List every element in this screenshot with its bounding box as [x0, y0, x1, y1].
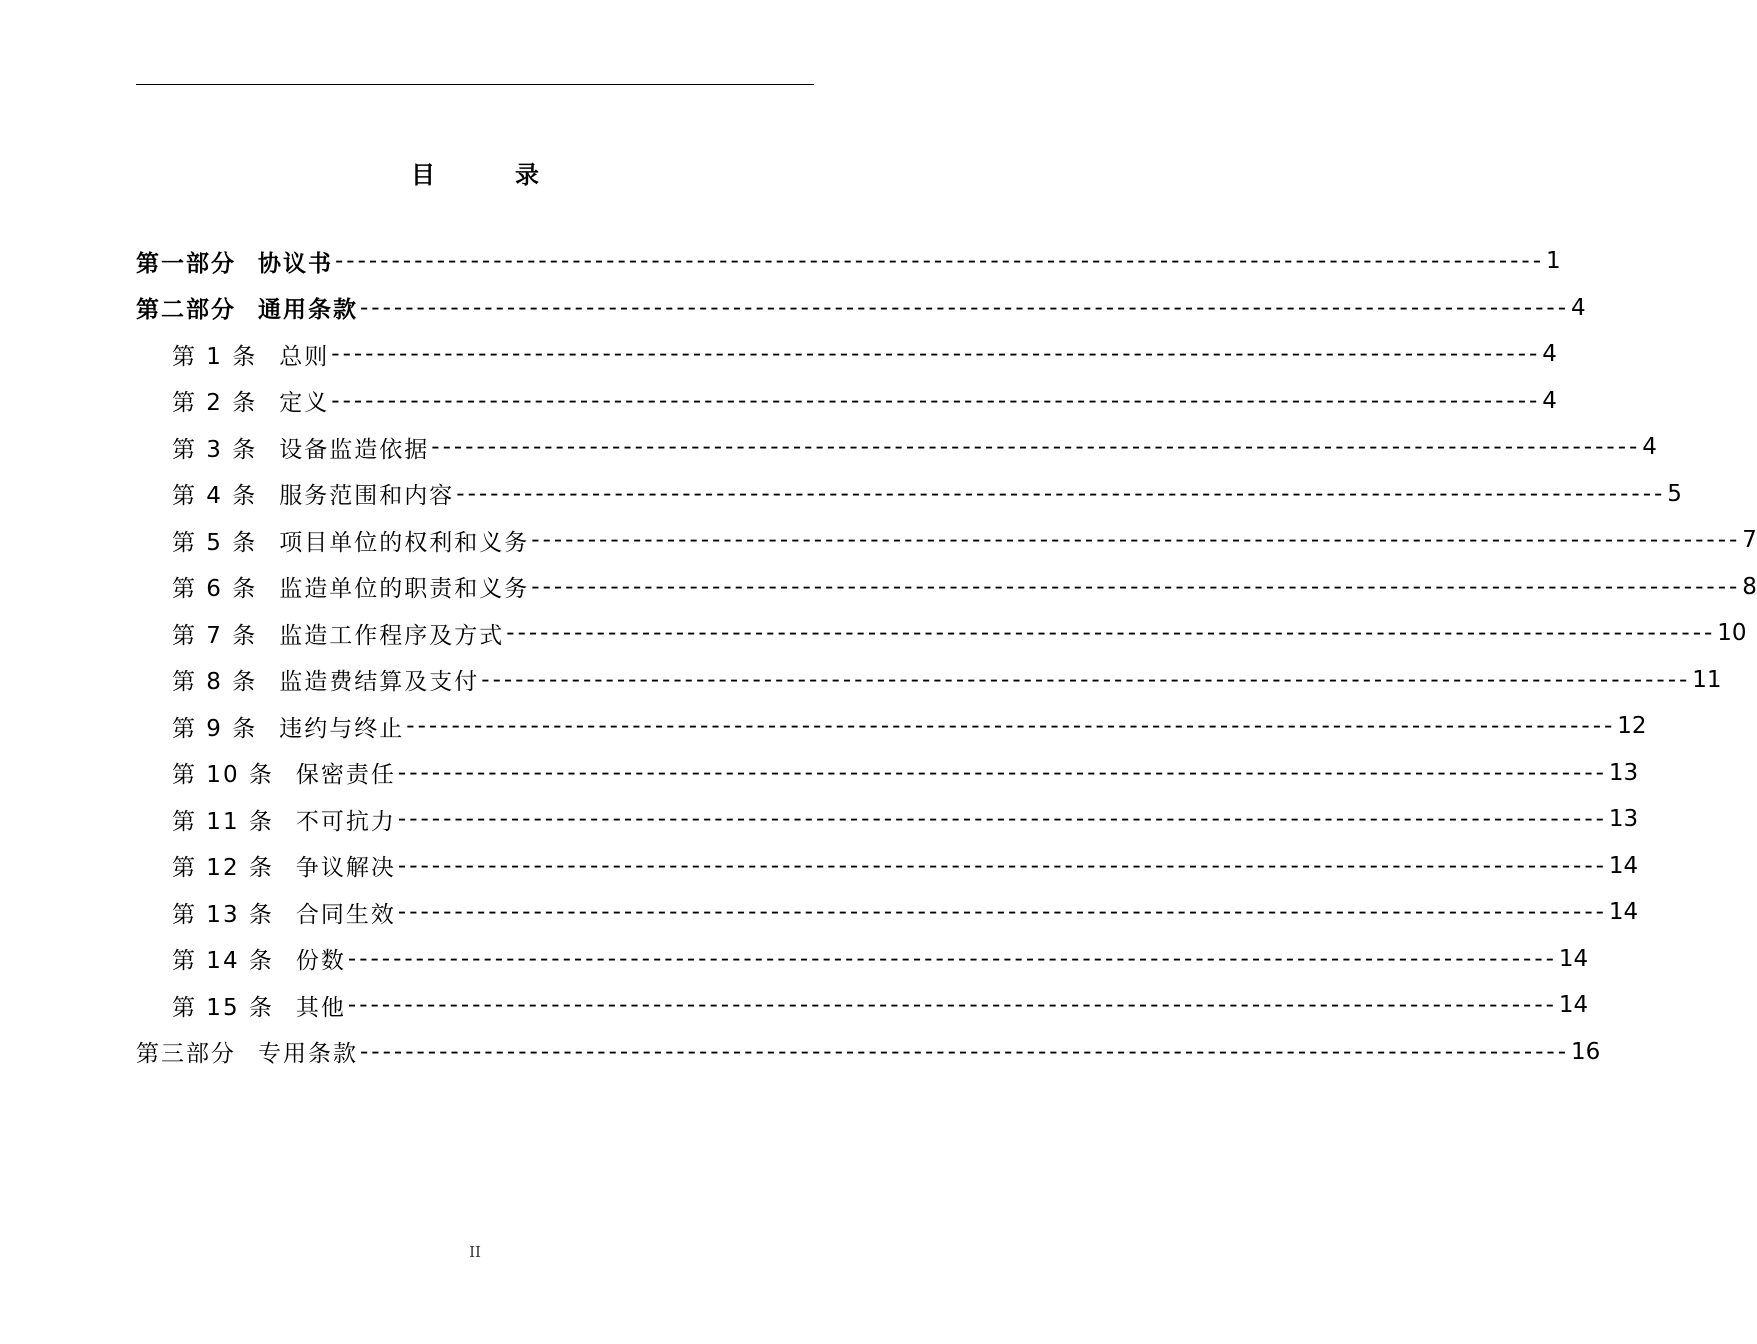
toc-dot-leader: ----------------------------------------------------------------------------------------------------------- — [397, 852, 1607, 879]
toc-entry-article-10[interactable] — [172, 750, 1639, 796]
toc-entry-article-2[interactable] — [172, 378, 1557, 424]
toc-entry-article-9[interactable] — [172, 703, 1647, 749]
toc-entry-number: 第一部分 — [136, 250, 236, 277]
toc-entry-page: 13 — [1608, 759, 1639, 786]
toc-dot-leader: ----------------------------------------------------------------------------------------------------------- — [531, 573, 1741, 600]
toc-entry-title: 其他 — [295, 994, 346, 1021]
toc-entry-part-1[interactable] — [136, 238, 1561, 284]
toc-dot-leader: ----------------------------------------------------------------------------------------------------------- — [360, 1038, 1570, 1065]
toc-entry-article-3[interactable] — [172, 424, 1657, 470]
toc-entry-label — [172, 431, 429, 464]
toc-entry-number: 第 2 条 — [172, 390, 258, 416]
toc-dot-leader: ----------------------------------------------------------------------------------------------------------- — [481, 666, 1691, 693]
toc-entry-title: 协议书 — [258, 250, 333, 277]
toc-entry-label — [172, 570, 529, 603]
toc-entry-title: 总则 — [279, 343, 330, 370]
toc-entry-number: 第 8 条 — [172, 669, 258, 695]
toc-entry-title: 监造单位的职责和义务 — [279, 576, 530, 602]
toc-entry-title: 设备监造依据 — [279, 436, 430, 463]
toc-entry-article-8[interactable] — [172, 657, 1722, 703]
toc-entry-title: 通用条款 — [258, 297, 358, 323]
toc-entry-label — [172, 617, 504, 650]
toc-entry-number: 第 11 条 — [172, 808, 274, 835]
toc-entry-article-5[interactable] — [172, 517, 1757, 563]
toc-entry-label — [172, 896, 396, 929]
toc-entry-number: 第 12 条 — [172, 855, 274, 881]
toc-entry-number: 第三部分 — [136, 1041, 236, 1067]
toc-entry-article-7[interactable] — [172, 610, 1747, 656]
toc-entry-page: 14 — [1608, 899, 1639, 925]
toc-entry-page: 8 — [1742, 573, 1757, 600]
toc-entry-number: 第二部分 — [136, 297, 236, 323]
toc-entry-label — [172, 524, 529, 557]
toc-entry-page: 11 — [1692, 666, 1722, 693]
toc-entry-title: 监造费结算及支付 — [279, 669, 480, 695]
toc-entry-page: 16 — [1571, 1038, 1601, 1065]
toc-entry-page: 4 — [1571, 294, 1586, 321]
toc-entry-label — [172, 710, 404, 743]
toc-entry-number: 第 1 条 — [172, 343, 258, 370]
toc-entry-number: 第 14 条 — [172, 948, 274, 974]
toc-entry-title: 保密责任 — [295, 762, 396, 788]
toc-entry-title: 专用条款 — [258, 1041, 358, 1067]
toc-entry-article-12[interactable] — [172, 843, 1639, 889]
toc-entry-title: 违约与终止 — [279, 715, 405, 742]
toc-dot-leader: ----------------------------------------------------------------------------------------------------------- — [431, 434, 1641, 460]
toc-entry-article-11[interactable] — [172, 796, 1639, 842]
toc-dot-leader: ----------------------------------------------------------------------------------------------------------- — [331, 387, 1541, 414]
toc-entry-page: 10 — [1717, 620, 1747, 646]
toc-entry-label — [172, 803, 396, 836]
toc-entry-title: 定义 — [279, 390, 330, 416]
toc-entry-page: 13 — [1608, 806, 1639, 832]
toc-entry-article-1[interactable] — [172, 331, 1557, 377]
toc-entry-page: 12 — [1617, 713, 1647, 739]
toc-entry-title: 项目单位的权利和义务 — [279, 529, 530, 556]
toc-entry-page: 1 — [1546, 248, 1561, 274]
toc-dot-leader: ----------------------------------------------------------------------------------------------------------- — [531, 527, 1741, 553]
toc-dot-leader: ----------------------------------------------------------------------------------------------------------- — [347, 945, 1557, 972]
toc-entry-title: 不可抗力 — [295, 808, 396, 835]
toc-dot-leader: ----------------------------------------------------------------------------------------------------------- — [397, 759, 1607, 786]
toc-dot-leader: ----------------------------------------------------------------------------------------------------------- — [456, 480, 1666, 507]
toc-dot-leader: ----------------------------------------------------------------------------------------------------------- — [397, 806, 1607, 832]
toc-entry-number: 第 6 条 — [172, 576, 258, 602]
toc-entry-label — [136, 1035, 358, 1068]
toc-entry-page: 14 — [1558, 992, 1589, 1018]
toc-dot-leader: ----------------------------------------------------------------------------------------------------------- — [347, 992, 1557, 1018]
toc-entry-number: 第 7 条 — [172, 622, 258, 649]
toc-entry-page: 7 — [1742, 527, 1757, 553]
toc-entry-label — [136, 245, 333, 278]
toc-dot-leader: ----------------------------------------------------------------------------------------------------------- — [360, 294, 1570, 321]
toc-entry-label — [136, 291, 358, 324]
toc-entry-label — [172, 663, 479, 696]
toc-entry-article-15[interactable] — [172, 982, 1589, 1028]
toc-dot-leader: ----------------------------------------------------------------------------------------------------------- — [406, 713, 1616, 739]
toc-entry-part-2[interactable] — [136, 285, 1586, 331]
toc-entry-article-4[interactable] — [172, 471, 1682, 517]
toc-entry-label — [172, 756, 396, 789]
toc-entry-label — [172, 384, 329, 417]
toc-entry-page: 4 — [1542, 387, 1557, 414]
toc-entry-label — [172, 942, 346, 975]
toc-entry-part-3[interactable] — [136, 1029, 1601, 1075]
toc-entry-page: 4 — [1542, 341, 1557, 367]
toc-entry-page: 5 — [1667, 480, 1682, 507]
toc-entry-article-13[interactable] — [172, 889, 1639, 935]
toc-entry-number: 第 4 条 — [172, 483, 258, 509]
toc-dot-leader: ----------------------------------------------------------------------------------------------------------- — [506, 620, 1716, 646]
toc-entry-title: 合同生效 — [295, 901, 396, 928]
toc-entry-number: 第 3 条 — [172, 436, 258, 463]
toc-entry-number: 第 15 条 — [172, 994, 274, 1021]
page-number: II — [469, 1243, 481, 1261]
toc-entry-title: 服务范围和内容 — [279, 483, 455, 509]
toc-entry-title: 份数 — [295, 948, 346, 974]
toc-entry-number: 第 9 条 — [172, 715, 258, 742]
toc-entry-label — [172, 849, 396, 882]
toc-entry-number: 第 5 条 — [172, 529, 258, 556]
toc-entry-label — [172, 338, 329, 371]
toc-title: 目 录 — [411, 161, 567, 189]
header-rule — [136, 84, 814, 85]
toc-entry-number: 第 10 条 — [172, 762, 274, 788]
toc-entry-page: 14 — [1608, 852, 1639, 879]
toc-entry-article-6[interactable] — [172, 564, 1757, 610]
toc-dot-leader: ----------------------------------------------------------------------------------------------------------- — [331, 341, 1541, 367]
toc-dot-leader: ----------------------------------------------------------------------------------------------------------- — [397, 899, 1607, 925]
toc-entry-number: 第 13 条 — [172, 901, 274, 928]
toc-entry-title: 监造工作程序及方式 — [279, 622, 505, 649]
toc-entry-page: 14 — [1558, 945, 1589, 972]
toc-entry-title: 争议解决 — [295, 855, 396, 881]
toc-entry-label — [172, 989, 346, 1022]
toc-entry-label — [172, 477, 454, 510]
toc-entry-page: 4 — [1642, 434, 1657, 460]
toc-dot-leader: ----------------------------------------------------------------------------------------------------------- — [335, 248, 1545, 274]
toc-entry-article-14[interactable] — [172, 936, 1589, 982]
